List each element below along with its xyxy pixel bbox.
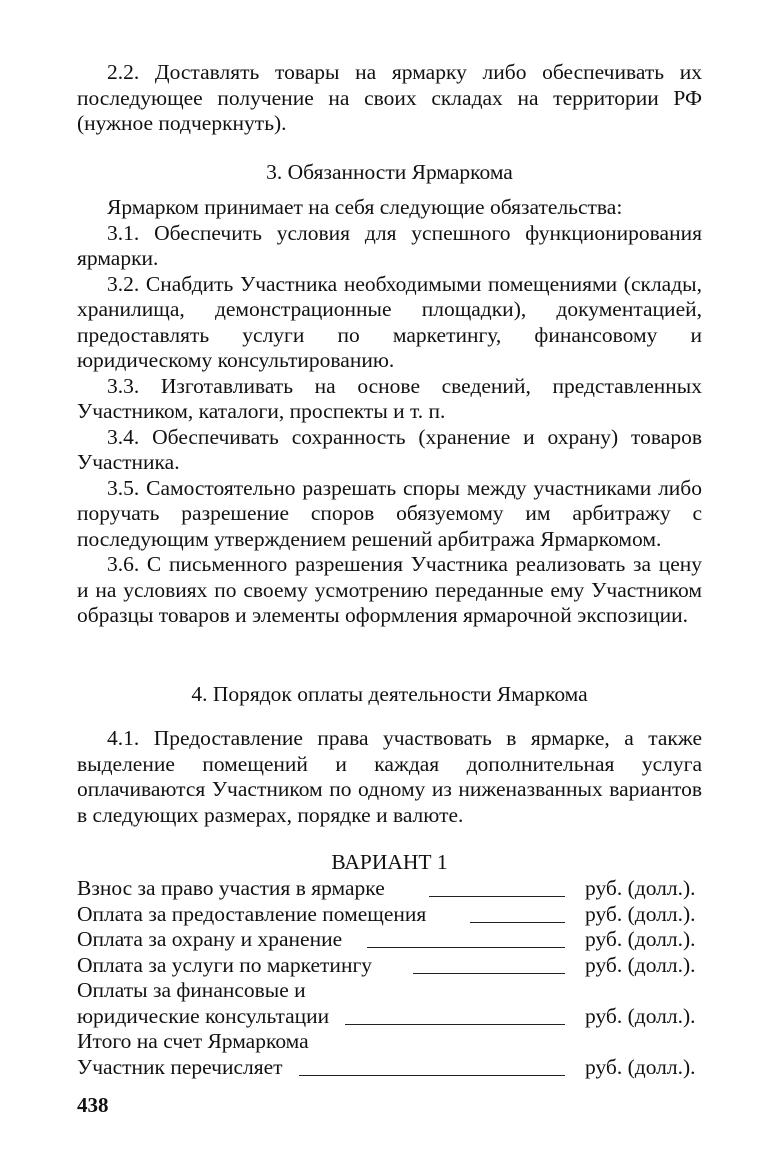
label-total-line1: Итого на счет Ярмаркома (77, 1029, 309, 1053)
form-row-total-line1 (77, 1029, 702, 1055)
unit-label: руб. (долл.). (585, 952, 696, 977)
blank-line (367, 947, 565, 948)
unit-label: руб. (долл.). (585, 876, 696, 900)
clause-2-2: 2.2. Доставлять товары на ярмарку либо обеспечивать их последующее получение на своих складах на территории РФ (нужное подчеркнуть). (77, 60, 702, 135)
variant-title: ВАРИАНТ 1 (331, 850, 448, 874)
clause-3-4: 3.4. Обеспечивать сохранность (хранение и охрану) товаров Участника. (77, 424, 702, 474)
section-3-title: 3. Обязанности Ярмаркома (266, 160, 513, 184)
clause-3-2: 3.2. Снабдить Участника необходимыми помещениями (склады, хранилища, демонстрационные площадки), документацией, предоставлять услуги по маркетингу, финансовому и юридическому консультированию. (77, 271, 702, 372)
form-row-premises-fee (77, 902, 702, 928)
clause-3-5: 3.5. Самостоятельно разрешать споры между участниками либо поручать разрешение споров обязуемому им арбитражу с последующим утверждением решений арбитража Ярмаркомом. (77, 475, 702, 551)
section-3-intro: Ярмарком принимает на себя следующие обязательства: (107, 195, 623, 219)
blank-line (345, 1024, 565, 1025)
label-security-fee: Оплата за охрану и хранение (77, 927, 343, 951)
form-row-marketing-fee (77, 953, 702, 979)
label-marketing-fee: Оплата за услуги по маркетингу (77, 952, 373, 977)
blank-line (429, 896, 565, 897)
form-row-consulting-fee-line2 (77, 1004, 702, 1030)
unit-label: руб. (долл.). (585, 901, 696, 926)
label-participation-fee: Взнос за право участия в ярмарке (77, 876, 385, 900)
form-row-security-fee (77, 927, 702, 953)
section-4-title: 4. Порядок оплаты деятельности Ямаркома (191, 682, 588, 706)
label-premises-fee: Оплата за предоставление помещения (77, 901, 427, 926)
clause-2-2-block (77, 60, 702, 137)
clause-3-3: 3.3. Изготавливать на основе сведений, представленных Участником, каталоги, проспекты и т. п. (77, 373, 702, 423)
section-4-body (77, 726, 702, 828)
blank-line (299, 1075, 565, 1076)
unit-label: руб. (долл.). (585, 1003, 696, 1028)
section-3-body (77, 195, 702, 629)
unit-label: руб. (долл.). (585, 1054, 696, 1079)
form-row-consulting-fee-line1 (77, 978, 702, 1004)
variant-1-form (77, 876, 702, 1080)
clause-4-1: 4.1. Предоставление права участвовать в ярмарке, а также выделение помещений и каждая дополнительная услуга оплачиваются Участником по одному из ниженазванных вариантов в следующих размерах, порядке и валюте. (77, 726, 702, 827)
blank-line (470, 922, 565, 923)
clause-3-1: 3.1. Обеспечить условия для успешного функционирования ярмарки. (77, 220, 702, 270)
label-total-line2: Участник перечисляет (77, 1054, 283, 1079)
blank-line (413, 973, 565, 974)
label-consulting-fee-line1: Оплаты за финансовые и (77, 978, 306, 1002)
unit-label: руб. (долл.). (585, 927, 696, 951)
form-row-participation-fee (77, 876, 702, 902)
clause-3-6: 3.6. С письменного разрешения Участника реализовать за цену и на условиях по своему усмотрению переданные ему Участником образцы товаров и элементы оформления ярмарочной экспозиции. (77, 552, 702, 627)
label-consulting-fee-line2: юридические консультации (77, 1003, 330, 1028)
form-row-total-line2 (77, 1055, 702, 1081)
page-number: 438 (77, 1093, 109, 1117)
